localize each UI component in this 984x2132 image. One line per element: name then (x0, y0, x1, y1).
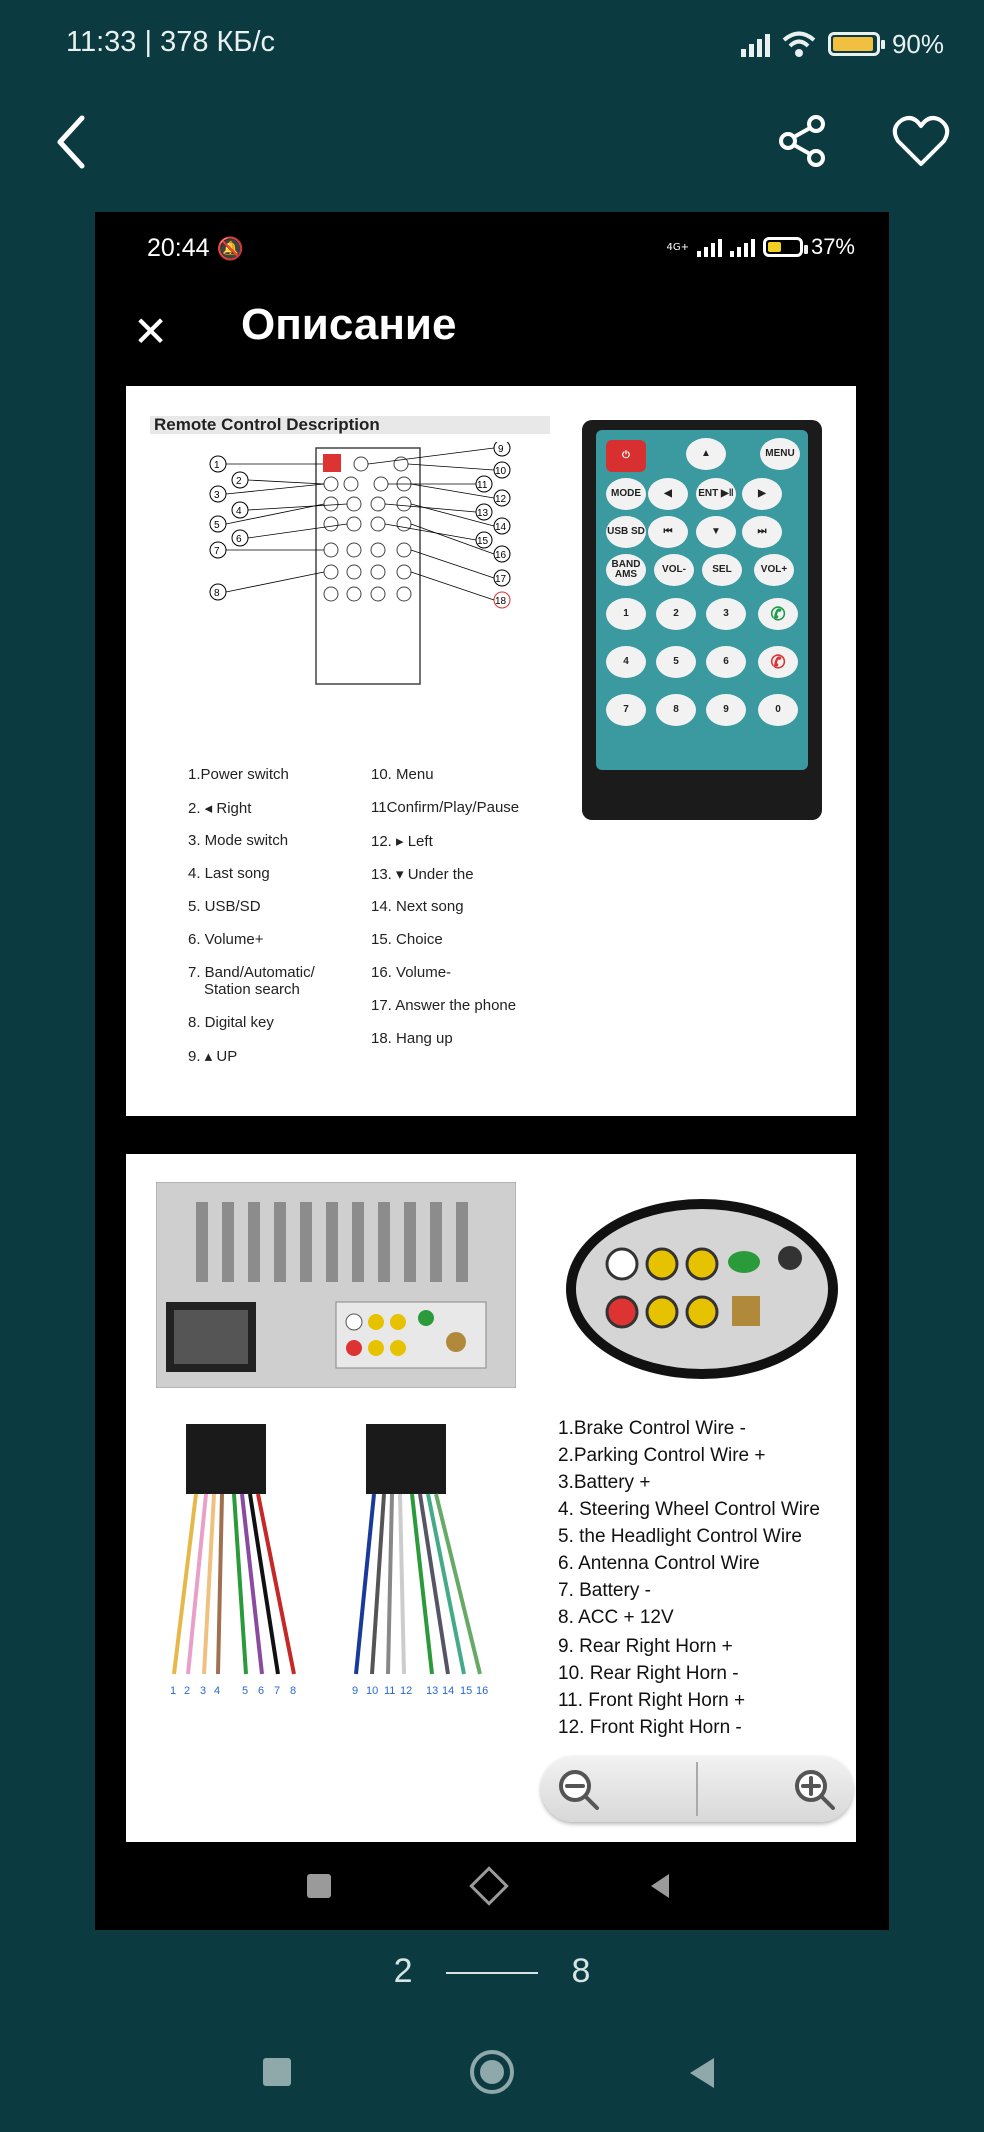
callout-16: 16 (495, 550, 507, 561)
wire-number: 7 (274, 1685, 281, 1697)
legend-item: 13. ▾ Under the (371, 866, 474, 883)
wire-list-item: 6. Antenna Control Wire (558, 1553, 760, 1574)
inner-battery-percent: 37% (810, 234, 855, 259)
legend-item: 18. Hang up (371, 1030, 453, 1047)
wire-list-item: 12. Front Right Horn - (558, 1717, 742, 1738)
next-key-icon: ⏭ (742, 516, 782, 548)
wire-number: 5 (242, 1685, 249, 1697)
heart-icon[interactable] (892, 114, 950, 168)
inner-status-icons (666, 234, 855, 260)
legend-item: Station search (204, 981, 300, 998)
digit-key: 3 (706, 598, 746, 630)
ent-key: ENT ▶ǁ (696, 478, 736, 510)
callout-9: 9 (498, 444, 504, 455)
battery-icon (763, 237, 803, 257)
circle-home-icon[interactable] (468, 2048, 516, 2096)
callout-18: 18 (495, 596, 507, 607)
inner-status-bar (95, 212, 889, 292)
square-icon[interactable] (263, 2058, 291, 2086)
wire-list-item: 1.Brake Control Wire - (558, 1418, 746, 1439)
wire-list-item: 2.Parking Control Wire + (558, 1445, 766, 1466)
callout-17: 17 (495, 574, 507, 585)
legend-item: 11Confirm/Play/Pause (371, 799, 520, 816)
digit-key: 7 (606, 694, 646, 726)
legend-item: 6. Volume+ (188, 931, 264, 948)
digit-key: 6 (706, 646, 746, 678)
wire-list-item: 5. the Headlight Control Wire (558, 1526, 802, 1547)
callout-14: 14 (495, 522, 507, 533)
wire-number: 10 (366, 1685, 379, 1697)
hang-up-icon: ✆ (758, 646, 798, 678)
connectors-closeup-photo (562, 1194, 842, 1384)
callout-10: 10 (495, 466, 507, 477)
wifi-icon (782, 30, 816, 58)
callout-15: 15 (477, 536, 489, 547)
wiring-image (126, 1154, 856, 1844)
digit-key: 1 (606, 598, 646, 630)
back-arrow-icon[interactable] (50, 112, 94, 172)
left-key-icon: ◀ (648, 478, 688, 510)
callout-6: 6 (236, 534, 242, 545)
legend-item: 17. Answer the phone (371, 997, 517, 1014)
triangle-back-icon[interactable] (686, 2056, 718, 2090)
legend-item: 16. Volume- (371, 964, 452, 981)
power-key-icon: ⏻ (606, 440, 646, 472)
right-key-icon: ▶ (742, 478, 782, 510)
zoom-divider (696, 1762, 698, 1816)
triangle-back-icon[interactable] (647, 1872, 673, 1900)
pager-total: 8 (571, 1952, 591, 1990)
digit-key: 9 (706, 694, 746, 726)
wire-list-item: 9. Rear Right Horn + (558, 1636, 733, 1657)
callout-12: 12 (495, 494, 507, 505)
legend-item: 7. Band/Automatic/ (188, 964, 315, 981)
callout-7: 7 (214, 546, 220, 557)
wire-list-item: 11. Front Right Horn + (558, 1690, 746, 1711)
callout-13: 13 (477, 508, 489, 519)
remote-description-image (126, 386, 856, 1116)
wire-number: 2 (184, 1685, 191, 1697)
remote-diagram (206, 442, 526, 702)
wire-number: 9 (352, 1685, 359, 1697)
remote-section-title: Remote Control Description (150, 416, 550, 434)
usb-key: USB SD (606, 516, 646, 548)
close-icon[interactable]: ✕ (133, 307, 169, 356)
digit-key: 8 (656, 694, 696, 726)
image-viewer[interactable] (95, 212, 889, 1930)
cell-signal-icon (741, 31, 770, 57)
wire-harness-photo (146, 1414, 526, 1714)
wire-number: 3 (200, 1685, 207, 1697)
share-icon[interactable] (776, 114, 830, 168)
legend-item: 12. ▸ Left (371, 833, 433, 850)
menu-key: MENU (760, 438, 800, 470)
callout-11: 11 (477, 480, 488, 491)
digit-key: 2 (656, 598, 696, 630)
image-pager (0, 1952, 984, 1991)
legend-item: 15. Choice (371, 931, 443, 948)
legend-item: 3. Mode switch (188, 832, 289, 849)
wire-list-item: 7. Battery - (558, 1580, 651, 1601)
status-time: 11:33 | 378 КБ/с (66, 26, 276, 58)
callout-5: 5 (214, 520, 220, 531)
digit-key: 4 (606, 646, 646, 678)
network-label: 4G+ (666, 241, 689, 253)
wire-list-item: 8. ACC + 12V (558, 1607, 674, 1628)
prev-key-icon: ⏮ (648, 516, 688, 548)
answer-phone-icon: ✆ (758, 598, 798, 630)
callout-3: 3 (214, 490, 220, 501)
mode-key: MODE (606, 478, 646, 510)
wire-number: 13 (426, 1685, 439, 1697)
digit-key: 0 (758, 694, 798, 726)
wire-number: 14 (442, 1685, 455, 1697)
head-unit-photo (156, 1182, 516, 1388)
wire-list-item: 3.Battery + (558, 1472, 651, 1493)
zoom-control (541, 1756, 853, 1822)
wire-number: 6 (258, 1685, 265, 1697)
wire-list-item: 10. Rear Right Horn - (558, 1663, 739, 1684)
cell-signal-2-icon (730, 237, 755, 257)
zoom-in-icon[interactable] (791, 1766, 839, 1814)
square-icon[interactable] (307, 1874, 331, 1898)
legend-item: 8. Digital key (188, 1014, 274, 1031)
pager-divider (446, 1972, 538, 1974)
sel-key: SEL (702, 554, 742, 586)
wire-number: 1 (170, 1685, 177, 1697)
legend-item: 14. Next song (371, 898, 464, 915)
inner-nav-bar (95, 1842, 889, 1930)
status-icons (741, 24, 944, 64)
system-nav-bar (0, 2020, 984, 2130)
up-key-icon: ▲ (686, 438, 726, 470)
legend-item: 4. Last song (188, 865, 270, 882)
band-key: BAND AMS (606, 554, 646, 586)
vol-minus-key: VOL- (654, 554, 694, 586)
callout-8: 8 (214, 588, 220, 599)
down-key-icon: ▼ (696, 516, 736, 548)
legend-item: 10. Menu (371, 766, 434, 783)
zoom-out-icon[interactable] (555, 1766, 603, 1814)
wire-number: 12 (400, 1685, 413, 1697)
legend-item: 5. USB/SD (188, 898, 261, 915)
wire-number: 4 (214, 1685, 221, 1697)
page-title: Описание (241, 300, 457, 349)
status-bar (0, 0, 984, 90)
legend-item: 2. ◂ Right (188, 800, 252, 817)
digit-key: 5 (656, 646, 696, 678)
battery-percent: 90% (891, 28, 944, 59)
legend-item: 1.Power switch (188, 766, 289, 783)
wire-number: 8 (290, 1685, 297, 1697)
callout-1: 1 (214, 460, 220, 471)
wire-number: 15 (460, 1685, 473, 1697)
wire-number: 16 (476, 1685, 489, 1697)
pager-current: 2 (393, 1952, 413, 1990)
callout-4: 4 (236, 506, 242, 517)
diamond-icon[interactable] (469, 1866, 509, 1906)
inner-time: 20:44 🔕 (147, 234, 244, 262)
cell-signal-icon (697, 237, 722, 257)
remote-keypad (596, 430, 808, 770)
wire-number: 11 (384, 1685, 396, 1697)
legend-item: 9. ▴ UP (188, 1048, 238, 1065)
wire-list-item: 4. Steering Wheel Control Wire (558, 1499, 820, 1520)
battery-icon (828, 32, 880, 56)
vol-plus-key: VOL+ (754, 554, 794, 586)
callout-2: 2 (236, 476, 242, 487)
remote-photo (582, 420, 822, 820)
